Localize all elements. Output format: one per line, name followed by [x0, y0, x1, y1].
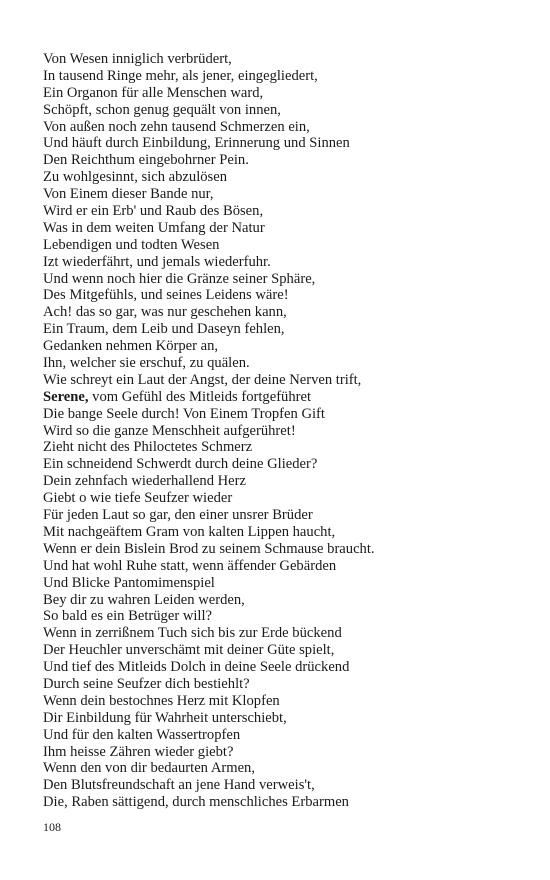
poem-line: Ein Organon für alle Menschen ward,: [43, 84, 264, 101]
poem-text: [43, 51, 533, 811]
poem-line: Ein Traum, dem Leib und Daseyn fehlen,: [43, 321, 285, 338]
poem-line: Wird so die ganze Menschheit aufgerühret!: [43, 422, 296, 439]
poem-line: Durch seine Seufzer dich bestiehlt?: [43, 675, 250, 692]
poem-line: Von Einem dieser Bande nur,: [43, 186, 214, 203]
poem-line: Ihn, welcher sie erschuf, zu quälen.: [43, 355, 250, 372]
poem-line: Von Wesen inniglich verbrüdert,: [43, 51, 232, 67]
poem-line: Von außen noch zehn tausend Schmerzen ein,: [43, 118, 310, 135]
poem-line: Dir Einbildung für Wahrheit unterschiebt,: [43, 709, 287, 726]
poem-line: Den Blutsfreundschaft an jene Hand verweis't,: [43, 777, 315, 794]
poem-line: Der Heuchler unverschämt mit deiner Güte spielt,: [43, 642, 335, 659]
poem-line: Bey dir zu wahren Leiden werden,: [43, 591, 245, 608]
poem-line: Wird er ein Erb' und Raub des Bösen,: [43, 203, 264, 220]
poem-line: Was in dem weiten Umfang der Natur: [43, 219, 265, 236]
poem-line: Des Mitgefühls, und seines Leidens wäre!: [43, 287, 289, 304]
poem-line: Wie schreyt ein Laut der Angst, der deine Nerven trift,: [43, 371, 362, 388]
poem-line: Die, Raben sättigend, durch menschliches Erbarmen: [43, 794, 349, 811]
poem-line: Und für den kalten Wassertropfen: [43, 726, 241, 743]
poem-line: Und häuft durch Einbildung, Erinnerung und Sinnen: [43, 135, 350, 152]
poem-line: Izt wiederfährt, und jemals wiederfuhr.: [43, 253, 271, 270]
poem-line: Giebt o wie tiefe Seufzer wieder: [43, 490, 233, 507]
poem-line: Lebendigen und todten Wesen: [43, 236, 220, 253]
poem-line: Und hat wohl Ruhe statt, wenn äffender Gebärden: [43, 557, 337, 574]
poem-line: Wenn den von dir bedaurten Armen,: [43, 760, 255, 777]
poem-line: Gedanken nehmen Körper an,: [43, 338, 219, 355]
addressee-name: Serene,: [43, 388, 89, 405]
poem-line: Wenn er dein Bislein Brod zu seinem Schmause braucht.: [43, 540, 375, 557]
poem-line: Wenn dein bestochnes Herz mit Klopfen: [43, 692, 280, 709]
poem-line: Ach! das so gar, was nur geschehen kann,: [43, 304, 287, 321]
poem-line: Schöpft, schon genug gequält von innen,: [43, 101, 281, 118]
poem-line: Ihm heisse Zähren wieder giebt?: [43, 743, 234, 760]
poem-line: Und Blicke Pantomimenspiel: [43, 574, 215, 591]
poem-line: Zu wohlgesinnt, sich abzulösen: [43, 169, 228, 186]
poem-line: Mit nachgeäftem Gram von kalten Lippen haucht,: [43, 523, 336, 540]
poem-line: Wenn in zerrißnem Tuch sich bis zur Erde bückend: [43, 625, 342, 642]
poem-line-rest: vom Gefühl des Mitleids fortgeführet: [88, 388, 312, 405]
poem-line: Für jeden Laut so gar, den einer unsrer Brüder: [43, 507, 313, 524]
poem-line: So bald es ein Betrüger will?: [43, 608, 213, 625]
poem-line: Ein schneidend Schwerdt durch deine Glieder?: [43, 456, 318, 473]
poem-line: Dein zehnfach wiederhallend Herz: [43, 473, 246, 490]
poem-line-serene: [43, 389, 533, 406]
poem-line: Und wenn noch hier die Gränze seiner Sphäre,: [43, 270, 316, 287]
poem-line: Und tief des Mitleids Dolch in deine Seele drückend: [43, 659, 350, 676]
poem-line: Die bange Seele durch! Von Einem Tropfen Gift: [43, 405, 325, 422]
poem-line: Zieht nicht des Philoctetes Schmerz: [43, 439, 253, 456]
page-number: 108: [43, 820, 61, 834]
poem-line: In tausend Ringe mehr, als jener, eingegliedert,: [43, 67, 318, 84]
poem-line: Den Reichthum eingebohrner Pein.: [43, 152, 249, 169]
